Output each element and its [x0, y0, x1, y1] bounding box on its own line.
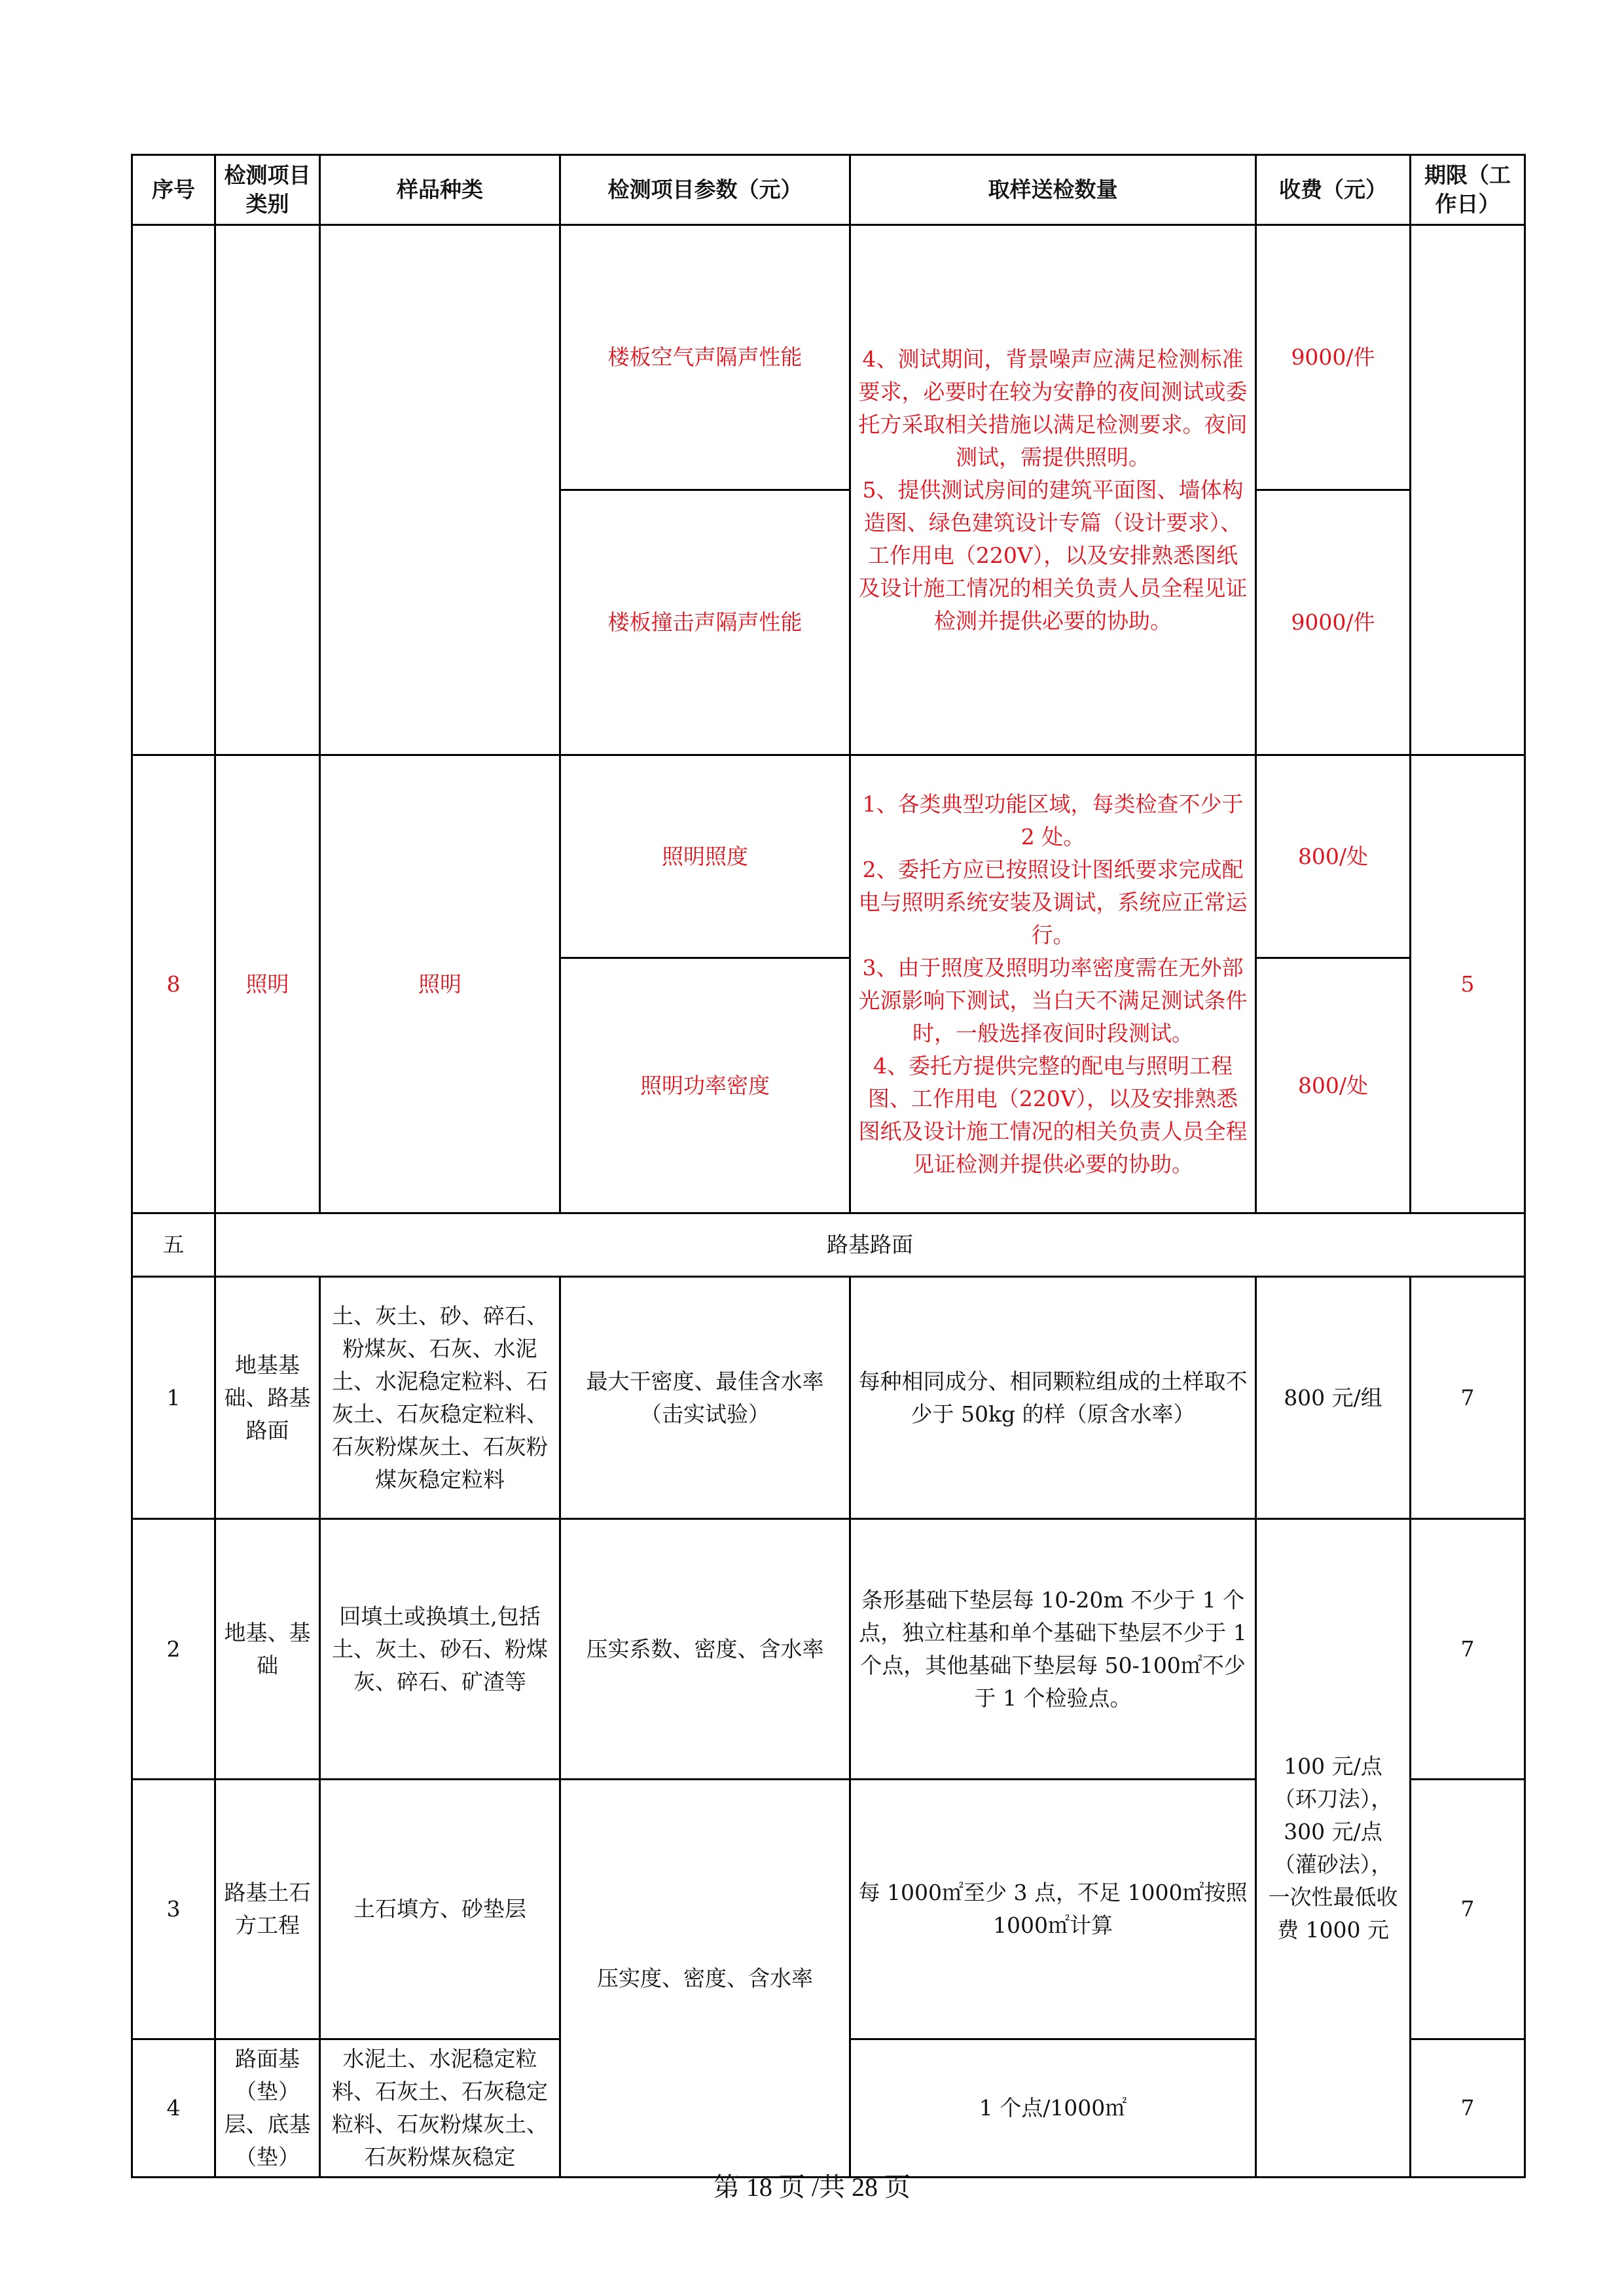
header-quantity: 取样送检数量 [850, 155, 1256, 225]
header-param: 检测项目参数（元） [560, 155, 850, 225]
category-cell [215, 225, 320, 755]
quantity-cell: 条形基础下垫层每 10-20m 不少于 1 个点，独立柱基和单个基础下垫层不少于 1 个点，其他基础下垫层每 50-100㎡不少于 1 个检验点。 [850, 1519, 1256, 1780]
requirement-text: 4、委托方提供完整的配电与照明工程图、工作用电（220V），以及安排熟悉图纸及设计施工情况的相关负责人员全程见证检测并提供必要的协助。 [858, 1052, 1248, 1177]
requirement-text: 3、由于照度及照明功率密度需在无外部光源影响下测试，当白天不满足测试条件时，一般选择夜间时段测试。 [858, 954, 1248, 1046]
fee-cell: 100 元/点（环刀法），300 元/点（灌砂法），一次性最低收费 1000 元 [1256, 1519, 1411, 2178]
requirements-cell [850, 755, 1256, 1213]
period-cell: 7 [1411, 2039, 1525, 2178]
requirements-cell [850, 225, 1256, 755]
fee-cell: 800/处 [1256, 755, 1411, 958]
quantity-cell: 1 个点/1000㎡ [850, 2039, 1256, 2178]
category-cell: 照明 [215, 755, 320, 1213]
requirement-text: 1、各类典型功能区域，每类检查不少于 2 处。 [862, 791, 1244, 850]
fee-cell: 800 元/组 [1256, 1277, 1411, 1519]
category-cell: 地基、基础 [215, 1519, 320, 1780]
quantity-cell: 每 1000㎡至少 3 点，不足 1000㎡按照 1000㎡计算 [850, 1780, 1256, 2039]
fee-cell: 9000/件 [1256, 225, 1411, 490]
category-cell: 地基基础、路基路面 [215, 1277, 320, 1519]
requirement-text: 5、提供测试房间的建筑平面图、墙体构造图、绿色建筑设计专篇（设计要求）、工作用电（220V），以及安排熟悉图纸及设计施工情况的相关负责人员全程见证检测并提供必要的协助。 [858, 476, 1248, 634]
table-row [132, 1519, 1525, 1780]
period-cell [1411, 225, 1525, 755]
sample-cell: 土、灰土、砂、碎石、粉煤灰、石灰、水泥土、水泥稳定粒料、石灰土、石灰稳定粒料、石灰粉煤灰土、石灰粉煤灰稳定粒料 [320, 1277, 560, 1519]
param-cell: 压实系数、密度、含水率 [560, 1519, 850, 1780]
header-fee: 收费（元） [1256, 155, 1411, 225]
header-seq: 序号 [132, 155, 215, 225]
sample-cell: 水泥土、水泥稳定粒料、石灰土、石灰稳定粒料、石灰粉煤灰土、石灰粉煤灰稳定 [320, 2039, 560, 2178]
seq-cell: 3 [132, 1780, 215, 2039]
sample-cell: 回填土或换填土,包括土、灰土、砂石、粉煤灰、碎石、矿渣等 [320, 1519, 560, 1780]
param-cell: 楼板撞击声隔声性能 [560, 490, 850, 755]
header-row [132, 155, 1525, 225]
fee-cell: 800/处 [1256, 958, 1411, 1213]
fee-table [131, 154, 1526, 2178]
fee-cell: 9000/件 [1256, 490, 1411, 755]
seq-cell: 2 [132, 1519, 215, 1780]
category-cell: 路面基（垫）层、底基（垫） [215, 2039, 320, 2178]
section-title: 路基路面 [215, 1213, 1525, 1277]
param-cell: 照明照度 [560, 755, 850, 958]
header-period: 期限（工作日） [1411, 155, 1525, 225]
page-footer: 第 18 页 /共 28 页 [713, 2172, 911, 2202]
section-seq: 五 [132, 1213, 215, 1277]
param-cell: 压实度、密度、含水率 [560, 1780, 850, 2178]
seq-cell: 4 [132, 2039, 215, 2178]
seq-cell: 8 [132, 755, 215, 1213]
quantity-cell: 每种相同成分、相同颗粒组成的土样取不少于 50kg 的样（原含水率） [850, 1277, 1256, 1519]
requirement-text: 4、测试期间，背景噪声应满足检测标准要求，必要时在较为安静的夜间测试或委托方采取相关措施以满足检测要求。夜间测试，需提供照明。 [858, 346, 1248, 470]
section-row [132, 1213, 1525, 1277]
requirement-text: 2、委托方应已按照设计图纸要求完成配电与照明系统安装及调试，系统应正常运行。 [858, 856, 1248, 948]
table-row [132, 1277, 1525, 1519]
sample-cell: 照明 [320, 755, 560, 1213]
period-cell: 7 [1411, 1780, 1525, 2039]
period-cell: 7 [1411, 1277, 1525, 1519]
param-cell: 最大干密度、最佳含水率（击实试验） [560, 1277, 850, 1519]
period-cell: 5 [1411, 755, 1525, 1213]
sample-cell: 土石填方、砂垫层 [320, 1780, 560, 2039]
param-cell: 照明功率密度 [560, 958, 850, 1213]
seq-cell: 1 [132, 1277, 215, 1519]
seq-cell [132, 225, 215, 755]
period-cell: 7 [1411, 1519, 1525, 1780]
category-cell: 路基土石方工程 [215, 1780, 320, 2039]
table-row [132, 755, 1525, 958]
param-cell: 楼板空气声隔声性能 [560, 225, 850, 490]
header-sample: 样品种类 [320, 155, 560, 225]
header-category: 检测项目类别 [215, 155, 320, 225]
sample-cell [320, 225, 560, 755]
table-row [132, 225, 1525, 490]
